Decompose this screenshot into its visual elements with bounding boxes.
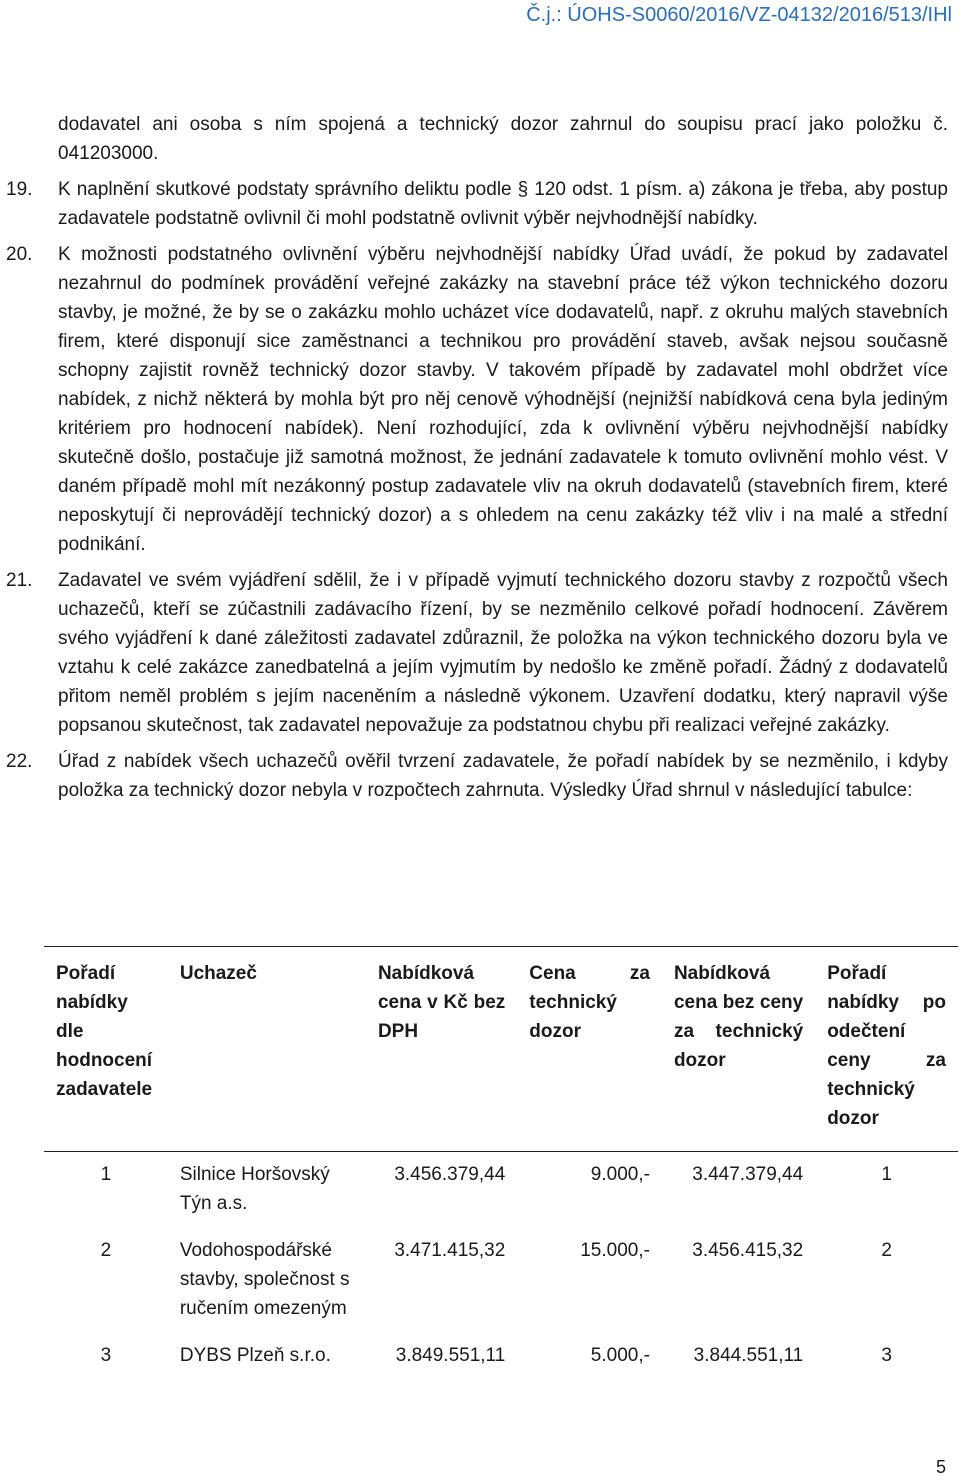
header-new-rank: Pořadí nabídky po odečtení ceny za technický dozor — [815, 947, 958, 1152]
table-row — [44, 1333, 958, 1380]
header-supervision-price: Cena za technický dozor — [517, 947, 662, 1152]
paragraph-number: 22. — [6, 751, 33, 772]
cell-price: 3.471.415,32 — [394, 1240, 506, 1261]
cell-dozor: 15.000,- — [580, 1240, 650, 1261]
cell-dozor: 5.000,- — [590, 1345, 650, 1366]
paragraph-text: Zadavatel ve svém vyjádření sdělil, že i v případě vyjmutí technického dozoru stavby z rozpočtů všech uchazečů, kteří se zúčastnili zadávacího řízení, by se nezměnilo celkové pořadí hodnocení. Závěrem svého vyjádření k dané záležitosti zadavatel zdůraznil, že položka na výkon technického dozoru byla ve vztahu k celé zakázce zanedbatelná a jejím vyjmutím by nedošlo ke změně pořadí. Žádný z dodavatelů přitom neměl problém s jejím naceněním a následně výkonem. Uzavření dodatku, který napravil výše popsanou skutečnost, tak zadavatel nepovažuje za podstatnou chybu při realizaci veřejné zakázky. — [58, 570, 948, 736]
page-number: 5 — [935, 1457, 946, 1477]
table-header-row — [44, 947, 958, 1152]
header-offer-price: Nabídková cena v Kč bez DPH — [366, 947, 517, 1152]
cell-price: 3.456.379,44 — [394, 1164, 506, 1185]
paragraph-text: K naplnění skutkové podstaty správního deliktu podle § 120 odst. 1 písm. a) zákona je třeba, aby postup zadavatele podstatně ovlivnil či mohl podstatně ovlivnit výběr nejvhodnější nabídky. — [58, 179, 948, 229]
header-net-price: Nabídková cena bez ceny za technický dozor — [662, 947, 815, 1152]
table-row — [44, 1152, 958, 1229]
results-table — [44, 946, 958, 1380]
paragraph-20 — [6, 240, 948, 559]
document-body — [6, 110, 948, 812]
document-reference-header: Č.j.: ÚOHS-S0060/2016/VZ-04132/2016/513/IHl — [526, 4, 952, 26]
cell-dozor: 9.000,- — [590, 1164, 650, 1185]
cell-rank: 1 — [100, 1164, 112, 1185]
cell-rank: 3 — [100, 1345, 112, 1366]
paragraph-22 — [6, 747, 948, 805]
cell-net: 3.456.415,32 — [692, 1240, 804, 1261]
cell-price: 3.849.551,11 — [395, 1345, 506, 1366]
header-original-rank: Pořadí nabídky dle hodnocení zadavatele — [44, 947, 168, 1152]
paragraph-number: 19. — [6, 179, 33, 200]
paragraph-text: Úřad z nabídek všech uchazečů ověřil tvrzení zadavatele, že pořadí nabídek by se nezměnilo, i kdyby položka za technický dozor nebyla v rozpočtech zahrnuta. Výsledky Úřad shrnul v následující tabulce: — [58, 751, 948, 801]
cell-net: 3.844.551,11 — [693, 1345, 804, 1366]
paragraph-number: 21. — [6, 570, 33, 591]
paragraph-text: K možnosti podstatného ovlivnění výběru nejvhodnější nabídky Úřad uvádí, že pokud by zadavatel nezahrnul do podmínek provádění veřejné zakázky na stavební práce též výkon technického dozoru stavby, je možné, že by se o zakázku mohlo ucházet více dodavatelů, např. z okruhu malých stavebních firem, které disponují sice zaměstnanci a technikou pro provádění staveb, avšak nejsou současně schopny zajistit rovněž technický dozor stavby. V takovém případě by zadavatel mohl obdržet více nabídek, z nichž některá by mohla být pro něj cenově výhodnější (nejnižší nabídková cena byla jediným kritériem pro hodnocení nabídek). Není rozhodující, zda k ovlivnění výběru nejvhodnější nabídky skutečně došlo, postačuje již samotná možnost, že jednání zadavatele k tomuto ovlivnění mohlo vést. V daném případě mohl mít nezákonný postup zadavatele vliv na okruh dodavatelů (stavebních firem, které neposkytují či neprovádějí technický dozor) a s ohledem na cenu zakázky též vliv i na malé a střední podnikání. — [58, 244, 948, 555]
cell-bidder: DYBS Plzeň s.r.o. — [179, 1345, 331, 1366]
cell-bidder: Vodohospodářské stavby, společnost s ručením omezeným — [179, 1240, 350, 1319]
paragraph-21 — [6, 566, 948, 740]
header-bidder: Uchazeč — [168, 947, 366, 1152]
intro-paragraph: dodavatel ani osoba s ním spojená a technický dozor zahrnul do soupisu prací jako položku č. 041203000. — [58, 114, 948, 164]
cell-new-rank: 2 — [881, 1240, 892, 1261]
paragraph-number: 20. — [6, 244, 33, 265]
table-row — [44, 1228, 958, 1333]
cell-rank: 2 — [100, 1240, 112, 1261]
paragraph-19 — [6, 175, 948, 233]
cell-new-rank: 1 — [881, 1164, 892, 1185]
cell-bidder: Silnice Horšovský Týn a.s. — [179, 1164, 330, 1214]
cell-net: 3.447.379,44 — [692, 1164, 804, 1185]
cell-new-rank: 3 — [881, 1345, 892, 1366]
